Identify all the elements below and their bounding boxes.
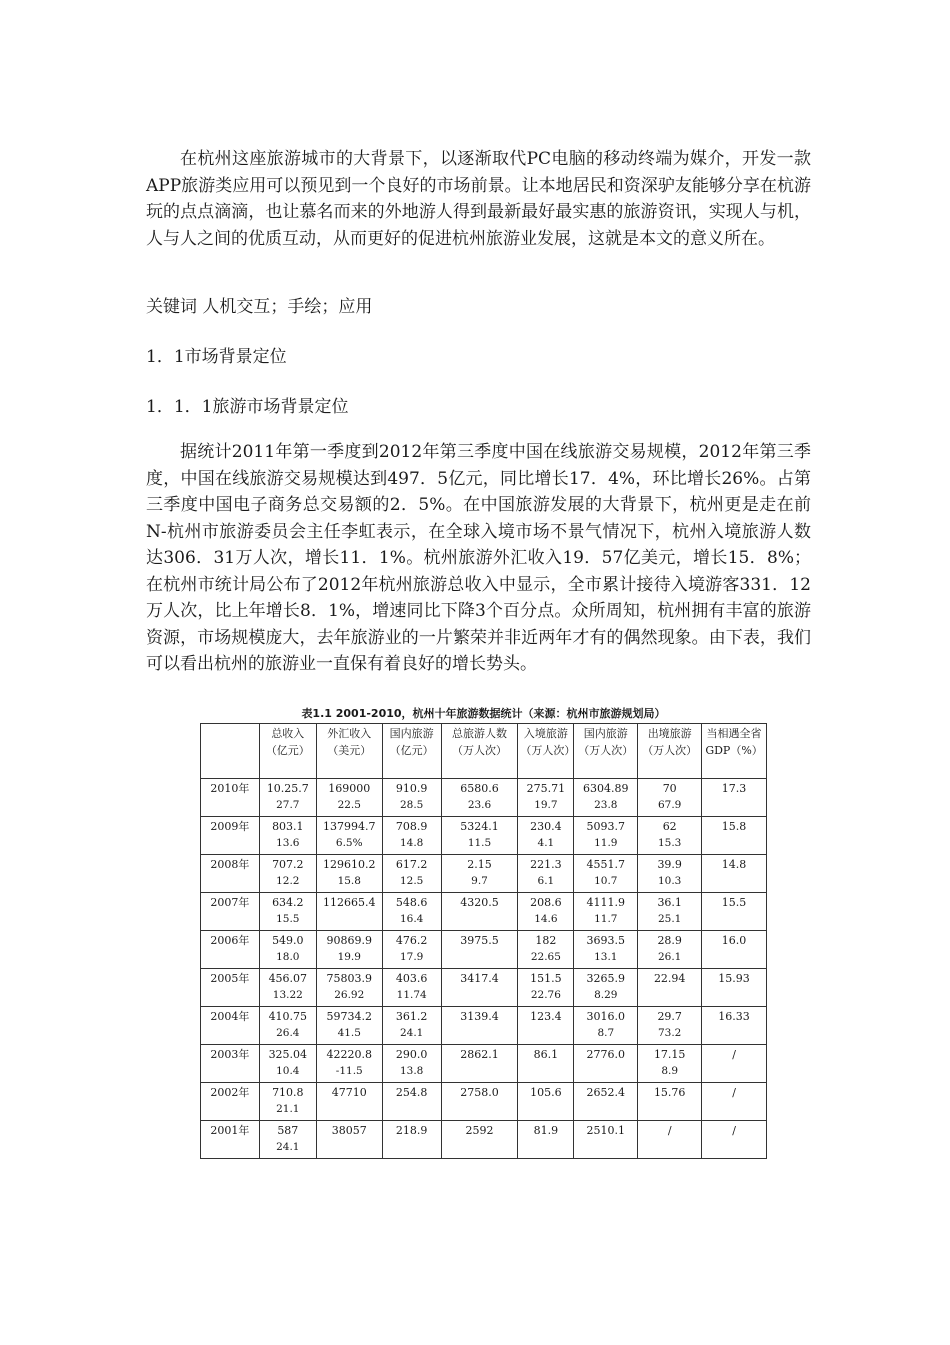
cell-value: 410.75	[268, 1010, 308, 1023]
cell-value: 70	[662, 782, 677, 795]
cell-value: 254.8	[395, 1086, 428, 1099]
value-cell	[441, 855, 518, 893]
table-caption: 表1.1 2001-2010，杭州十年旅游数据统计（来源：杭州市旅游规划局）	[301, 707, 666, 720]
value-cell	[259, 969, 316, 1007]
cell-value: 3417.4	[460, 972, 499, 985]
value-cell	[638, 931, 702, 969]
cell-value: 549.0	[272, 934, 304, 947]
value-cell	[382, 893, 441, 931]
year-cell: 2005年	[201, 969, 260, 1007]
cell-value: 910.9	[395, 782, 428, 795]
cell-value: 221.3	[530, 858, 562, 871]
value-cell	[259, 779, 316, 817]
table-row	[201, 1121, 767, 1159]
gdp-share-cell: 15.93	[702, 969, 767, 1007]
cell-value: 137994.7	[323, 820, 376, 833]
cell-growth-value: 24.1	[399, 1027, 424, 1039]
value-cell	[518, 1083, 574, 1121]
year-cell: 2001年	[201, 1121, 260, 1159]
cell-growth-value: 67.9	[657, 799, 682, 811]
header-cell: 总旅游人数（万人次）	[441, 724, 518, 779]
value-cell	[316, 893, 382, 931]
cell-growth-value: 26.4	[276, 1027, 300, 1039]
cell-value: 2592	[465, 1124, 494, 1137]
value-cell	[316, 1121, 382, 1159]
gdp-share-cell: 16.0	[702, 931, 767, 969]
gdp-share-cell: 15.8	[702, 817, 767, 855]
value-cell	[382, 1121, 441, 1159]
gdp-share-cell: /	[702, 1121, 767, 1159]
cell-value: 129610.2	[323, 858, 376, 871]
value-cell	[638, 893, 702, 931]
value-cell	[316, 1083, 382, 1121]
cell-growth-value: 9.7	[471, 875, 488, 887]
cell-value: 6580.6	[460, 782, 499, 795]
value-cell	[574, 1083, 638, 1121]
cell-value: 59734.2	[326, 1010, 372, 1023]
cell-value: 28.9	[657, 934, 682, 947]
cell-value: 803.1	[272, 820, 304, 833]
cell-growth-value: 21.1	[276, 1103, 300, 1115]
value-cell	[638, 1007, 702, 1045]
value-cell	[518, 779, 574, 817]
cell-value: 456.07	[268, 972, 308, 985]
cell-growth-value: 17.9	[399, 951, 424, 963]
value-cell	[441, 931, 518, 969]
value-cell	[441, 893, 518, 931]
cell-value: /	[667, 1124, 672, 1137]
cell-growth-value: 4.1	[537, 837, 555, 849]
table-row	[201, 969, 767, 1007]
subsection-heading: 1．1．1旅游市场背景定位	[146, 397, 349, 417]
cell-growth-value: 11.5	[467, 837, 492, 849]
cell-value: 3693.5	[586, 934, 626, 947]
tourism-data-table	[200, 723, 767, 1159]
cell-growth-value: 13.22	[272, 989, 303, 1001]
value-cell	[382, 1007, 441, 1045]
value-cell	[316, 969, 382, 1007]
cell-growth-value: 8.29	[594, 989, 618, 1001]
cell-value: 2758.0	[460, 1086, 499, 1099]
cell-value: 403.6	[395, 972, 428, 985]
value-cell	[518, 893, 574, 931]
header-cell: 外汇收入（美元）	[316, 724, 382, 779]
statistics-paragraph: 据统计2011年第一季度到2012年第三季度中国在线旅游交易规模，2012年第三季度，中国在线旅游交易规模达到497．5亿元，同比增长17．4%，环比增长26%。占第三季度中国电子商务总交易额的2．5%。在中国旅游发展的大背景下，杭州更是走在前N-杭州市旅游委员会主任李虹表示，在全球入境市场不景气情况下，杭州入境旅游人数达306．31万人次，增长11．1%。杭州旅游外汇收入19．57亿美元，增长15．8%；在杭州市统计局公布了2012年杭州旅游总收入中显示，全市累计接待入境游客331．12万人次，比上年增长8．1%，增速同比下降3个百分点。众所周知，杭州拥有丰富的旅游资源，市场规模庞大，去年旅游业的一片繁荣并非近两年才有的偶然现象。由下表，我们可以看出杭州的旅游业一直保有着良好的增长势头。	[146, 442, 811, 674]
year-cell: 2007年	[201, 893, 260, 931]
table-row	[201, 779, 767, 817]
gdp-share-cell: /	[702, 1045, 767, 1083]
cell-value: 707.2	[272, 858, 304, 871]
cell-value: 710.8	[272, 1086, 304, 1099]
header-cell: 当相遇全省GDP（%）	[702, 724, 767, 779]
cell-growth-value: 22.76	[530, 989, 561, 1001]
cell-growth-value: 22.65	[530, 951, 561, 963]
value-cell	[638, 1045, 702, 1083]
cell-growth-value: 8.9	[661, 1065, 679, 1077]
value-cell	[574, 817, 638, 855]
cell-value: 2862.1	[460, 1048, 499, 1061]
value-cell	[441, 1045, 518, 1083]
cell-value: 2.15	[467, 858, 492, 871]
value-cell	[316, 817, 382, 855]
cell-value: 151.5	[530, 972, 562, 985]
year-cell: 2003年	[201, 1045, 260, 1083]
value-cell	[316, 779, 382, 817]
cell-growth-value: 15.3	[657, 837, 682, 849]
value-cell	[638, 1083, 702, 1121]
cell-growth-value: 13.1	[594, 951, 618, 963]
cell-value: 634.2	[272, 896, 304, 909]
value-cell	[316, 855, 382, 893]
cell-growth-value: 12.5	[399, 875, 424, 887]
table-header-row	[201, 724, 767, 779]
value-cell	[259, 1121, 316, 1159]
cell-growth-value: 14.8	[399, 837, 424, 849]
cell-value: 3975.5	[460, 934, 499, 947]
value-cell	[259, 1045, 316, 1083]
cell-value: 123.4	[530, 1010, 562, 1023]
value-cell	[382, 969, 441, 1007]
value-cell	[441, 779, 518, 817]
cell-growth-value: 15.5	[276, 913, 300, 925]
table-row	[201, 1007, 767, 1045]
table-row	[201, 931, 767, 969]
value-cell	[382, 1045, 441, 1083]
cell-value: 169000	[328, 782, 371, 795]
cell-growth-value: 28.5	[399, 799, 424, 811]
cell-value: 10.25.7	[266, 782, 309, 795]
cell-growth-value: 41.5	[337, 1027, 361, 1039]
header-cell: 出境旅游（万人次）	[638, 724, 702, 779]
value-cell	[441, 1007, 518, 1045]
header-cell: 国内旅游（亿元）	[382, 724, 441, 779]
cell-value: 62	[662, 820, 677, 833]
cell-value: 182	[535, 934, 557, 947]
value-cell	[518, 817, 574, 855]
value-cell	[638, 855, 702, 893]
cell-value: 39.9	[657, 858, 682, 871]
cell-growth-value: 11.9	[594, 837, 618, 849]
gdp-share-cell: /	[702, 1083, 767, 1121]
value-cell	[382, 817, 441, 855]
cell-growth-value: 23.8	[594, 799, 618, 811]
cell-growth-value: 11.7	[594, 913, 618, 925]
value-cell	[518, 855, 574, 893]
value-cell	[382, 855, 441, 893]
year-cell: 2006年	[201, 931, 260, 969]
cell-value: 361.2	[395, 1010, 428, 1023]
cell-value: 4111.9	[586, 896, 626, 909]
value-cell	[518, 1007, 574, 1045]
cell-growth-value: 27.7	[276, 799, 300, 811]
value-cell	[638, 1121, 702, 1159]
value-cell	[259, 855, 316, 893]
table-row	[201, 855, 767, 893]
cell-value: 6304.89	[583, 782, 629, 795]
cell-value: 617.2	[395, 858, 428, 871]
value-cell	[382, 779, 441, 817]
gdp-share-cell: 17.3	[702, 779, 767, 817]
cell-value: 2776.0	[586, 1048, 626, 1061]
value-cell	[441, 1121, 518, 1159]
year-cell: 2009年	[201, 817, 260, 855]
cell-growth-value: 8.7	[597, 1027, 615, 1039]
cell-value: 587	[277, 1124, 299, 1137]
cell-value: 230.4	[530, 820, 562, 833]
cell-growth-value: 13.8	[399, 1065, 424, 1077]
intro-paragraph: 在杭州这座旅游城市的大背景下，以逐渐取代PC电脑的移动终端为媒介，开发一款APP旅游类应用可以预见到一个良好的市场前景。让本地居民和资深驴友能够分享在杭游玩的点点滴滴，也让慕名而来的外地游人得到最新最好最实惠的旅游资讯，实现人与机，人与人之间的优质互动，从而更好的促进杭州旅游业发展，这就是本文的意义所在。	[146, 149, 811, 249]
cell-value: 5324.1	[460, 820, 499, 833]
value-cell	[638, 779, 702, 817]
cell-value: 112665.4	[323, 896, 376, 909]
header-cell: 国内旅游（万人次）	[574, 724, 638, 779]
gdp-share-cell: 14.8	[702, 855, 767, 893]
value-cell	[441, 969, 518, 1007]
gdp-share-cell: 16.33	[702, 1007, 767, 1045]
section-heading: 1．1市场背景定位	[146, 347, 287, 367]
cell-value: 86.1	[533, 1048, 559, 1061]
cell-value: 3016.0	[586, 1010, 626, 1023]
table-row	[201, 893, 767, 931]
value-cell	[574, 893, 638, 931]
value-cell	[638, 817, 702, 855]
cell-growth-value: 14.6	[534, 913, 558, 925]
cell-value: 29.7	[657, 1010, 682, 1023]
value-cell	[259, 1007, 316, 1045]
cell-growth-value: 23.6	[467, 799, 492, 811]
cell-growth-value: -11.5	[335, 1065, 363, 1077]
value-cell	[259, 817, 316, 855]
cell-value: 42220.8	[326, 1048, 372, 1061]
cell-value: 275.71	[526, 782, 566, 795]
year-cell: 2004年	[201, 1007, 260, 1045]
year-cell: 2010年	[201, 779, 260, 817]
keywords-line: 关键词 人机交互；手绘；应用	[146, 297, 373, 317]
cell-value: 476.2	[395, 934, 428, 947]
header-cell	[201, 724, 260, 779]
cell-value: 105.6	[530, 1086, 562, 1099]
value-cell	[259, 893, 316, 931]
value-cell	[518, 931, 574, 969]
value-cell	[518, 1121, 574, 1159]
cell-value: 4551.7	[586, 858, 626, 871]
value-cell	[574, 779, 638, 817]
cell-growth-value: 73.2	[657, 1027, 682, 1039]
cell-value: 708.9	[395, 820, 428, 833]
value-cell	[382, 931, 441, 969]
cell-value: 3139.4	[460, 1010, 499, 1023]
cell-value: 290.0	[395, 1048, 428, 1061]
value-cell	[574, 931, 638, 969]
table-row	[201, 817, 767, 855]
cell-growth-value: 15.8	[337, 875, 361, 887]
cell-growth-value: 6.5%	[335, 837, 363, 849]
cell-growth-value: 10.7	[594, 875, 618, 887]
cell-value: 47710	[331, 1086, 367, 1099]
table-row	[201, 1045, 767, 1083]
cell-value: 75803.9	[326, 972, 372, 985]
header-cell: 入境旅游（万人次）	[518, 724, 574, 779]
gdp-share-cell: 15.5	[702, 893, 767, 931]
value-cell	[316, 931, 382, 969]
cell-value: 36.1	[657, 896, 682, 909]
cell-growth-value: 26.92	[334, 989, 365, 1001]
cell-growth-value: 11.74	[396, 989, 427, 1001]
cell-growth-value: 12.2	[276, 875, 300, 887]
cell-value: 90869.9	[326, 934, 372, 947]
cell-value: 17.15	[653, 1048, 686, 1061]
cell-growth-value: 22.5	[337, 799, 361, 811]
value-cell	[574, 1121, 638, 1159]
cell-growth-value: 19.7	[534, 799, 558, 811]
cell-value: 38057	[331, 1124, 367, 1137]
cell-value: 4320.5	[460, 896, 499, 909]
cell-growth-value: 10.3	[657, 875, 682, 887]
year-cell: 2002年	[201, 1083, 260, 1121]
value-cell	[574, 1045, 638, 1083]
cell-value: 548.6	[395, 896, 428, 909]
value-cell	[259, 1083, 316, 1121]
value-cell	[441, 817, 518, 855]
cell-growth-value: 16.4	[399, 913, 424, 925]
cell-value: 218.9	[395, 1124, 428, 1137]
cell-value: 22.94	[653, 972, 686, 985]
cell-growth-value: 26.1	[657, 951, 682, 963]
cell-growth-value: 19.9	[337, 951, 361, 963]
cell-growth-value: 10.4	[276, 1065, 300, 1077]
value-cell	[518, 1045, 574, 1083]
cell-value: 81.9	[533, 1124, 559, 1137]
value-cell	[382, 1083, 441, 1121]
cell-growth-value: 25.1	[657, 913, 682, 925]
cell-value: 5093.7	[586, 820, 626, 833]
value-cell	[574, 969, 638, 1007]
table-row	[201, 1083, 767, 1121]
cell-growth-value: 24.1	[276, 1141, 300, 1153]
value-cell	[259, 931, 316, 969]
cell-growth-value: 13.6	[276, 837, 300, 849]
cell-growth-value: 18.0	[276, 951, 300, 963]
value-cell	[316, 1045, 382, 1083]
value-cell	[574, 855, 638, 893]
value-cell	[518, 969, 574, 1007]
year-cell: 2008年	[201, 855, 260, 893]
cell-value: 15.76	[653, 1086, 686, 1099]
cell-value: 325.04	[268, 1048, 308, 1061]
cell-value: 3265.9	[586, 972, 626, 985]
cell-value: 208.6	[530, 896, 562, 909]
value-cell	[316, 1007, 382, 1045]
value-cell	[574, 1007, 638, 1045]
cell-value: 2510.1	[586, 1124, 626, 1137]
value-cell	[638, 969, 702, 1007]
cell-growth-value: 6.1	[537, 875, 555, 887]
value-cell	[441, 1083, 518, 1121]
header-cell: 总收入（亿元）	[259, 724, 316, 779]
cell-value: 2652.4	[586, 1086, 626, 1099]
